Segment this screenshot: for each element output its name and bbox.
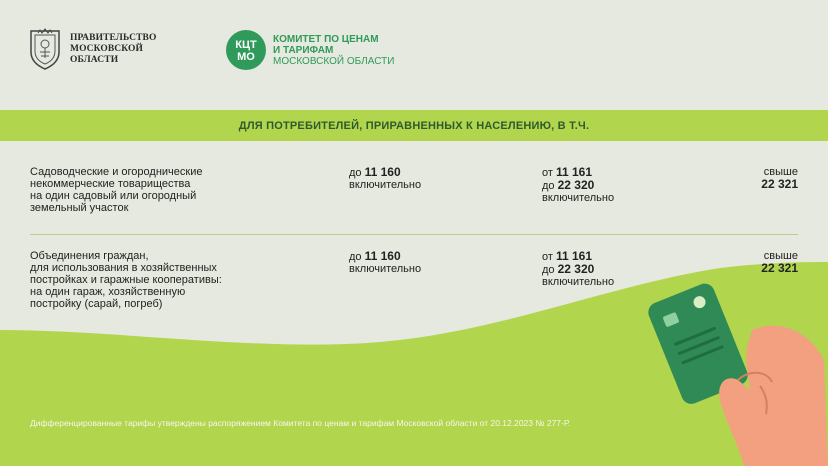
range-low-value: 11 160: [364, 165, 401, 179]
row-description: [30, 166, 280, 214]
range-low: до 11 160 включительно: [349, 249, 422, 275]
section-banner: [0, 110, 828, 141]
description-line: для использования в хозяйственных: [30, 262, 217, 274]
monogram-top: КЦТ: [235, 39, 257, 51]
description-line: некоммерческие товарищества: [30, 178, 191, 190]
range-low-value: 11 160: [364, 249, 401, 263]
row-description: [30, 250, 280, 310]
range-mid-suffix: включительно: [542, 276, 615, 288]
description-line: Объединения граждан,: [30, 250, 149, 262]
description-line: постройках и гаражные кооперативы:: [30, 274, 222, 286]
government-logo: [28, 28, 156, 70]
gov-logo-line2: МОСКОВСКОЙ: [70, 43, 144, 54]
row-divider: [30, 234, 798, 235]
description-line: на один гараж, хозяйственную: [30, 286, 186, 298]
range-low: до 11 160 включительно: [349, 165, 422, 191]
range-high-value: 22 321: [761, 261, 798, 275]
description-line: земельный участок: [30, 202, 129, 214]
committee-logo-line1: КОМИТЕТ ПО ЦЕНАМ: [273, 33, 379, 45]
monogram-bottom: МО: [237, 51, 255, 63]
range-mid-from: 11 161: [555, 249, 593, 263]
range-high: свыше 22 321: [761, 166, 798, 191]
committee-logo: [226, 30, 394, 70]
gov-logo-line1: ПРАВИТЕЛЬСТВО: [70, 32, 157, 43]
coat-of-arms-icon: [28, 28, 62, 70]
gov-logo-line3: ОБЛАСТИ: [70, 54, 119, 65]
range-low-suffix: включительно: [349, 263, 422, 275]
committee-monogram-icon: [226, 30, 266, 70]
range-mid: от 11 161 до 22 320 включительно: [542, 249, 615, 288]
description-line: постройку (сарай, погреб): [30, 298, 163, 310]
range-mid-from: 11 161: [555, 165, 593, 179]
description-line: Садоводческие и огороднические: [30, 166, 203, 178]
hand-holding-card-icon: [640, 270, 828, 466]
range-mid-suffix: включительно: [542, 192, 615, 204]
banner-title: ДЛЯ ПОТРЕБИТЕЛЕЙ, ПРИРАВНЕННЫХ К НАСЕЛЕНИЮ, В Т.Ч.: [238, 119, 590, 132]
range-high-value: 22 321: [761, 177, 798, 191]
range-mid-to: 22 320: [557, 178, 595, 192]
committee-logo-line3: МОСКОВСКОЙ ОБЛАСТИ: [273, 55, 395, 67]
range-mid-to: 22 320: [557, 262, 595, 276]
range-low-suffix: включительно: [349, 179, 422, 191]
footer-note: Дифференцированные тарифы утверждены распоряжением Комитета по ценам и тарифам Московской области от 20.12.2023 № 277-Р.: [30, 418, 571, 428]
committee-logo-line2: И ТАРИФАМ: [273, 44, 334, 56]
description-line: на один садовый или огородный: [30, 190, 197, 202]
range-mid: от 11 161 до 22 320 включительно: [542, 165, 615, 204]
range-high: свыше 22 321: [761, 250, 798, 275]
